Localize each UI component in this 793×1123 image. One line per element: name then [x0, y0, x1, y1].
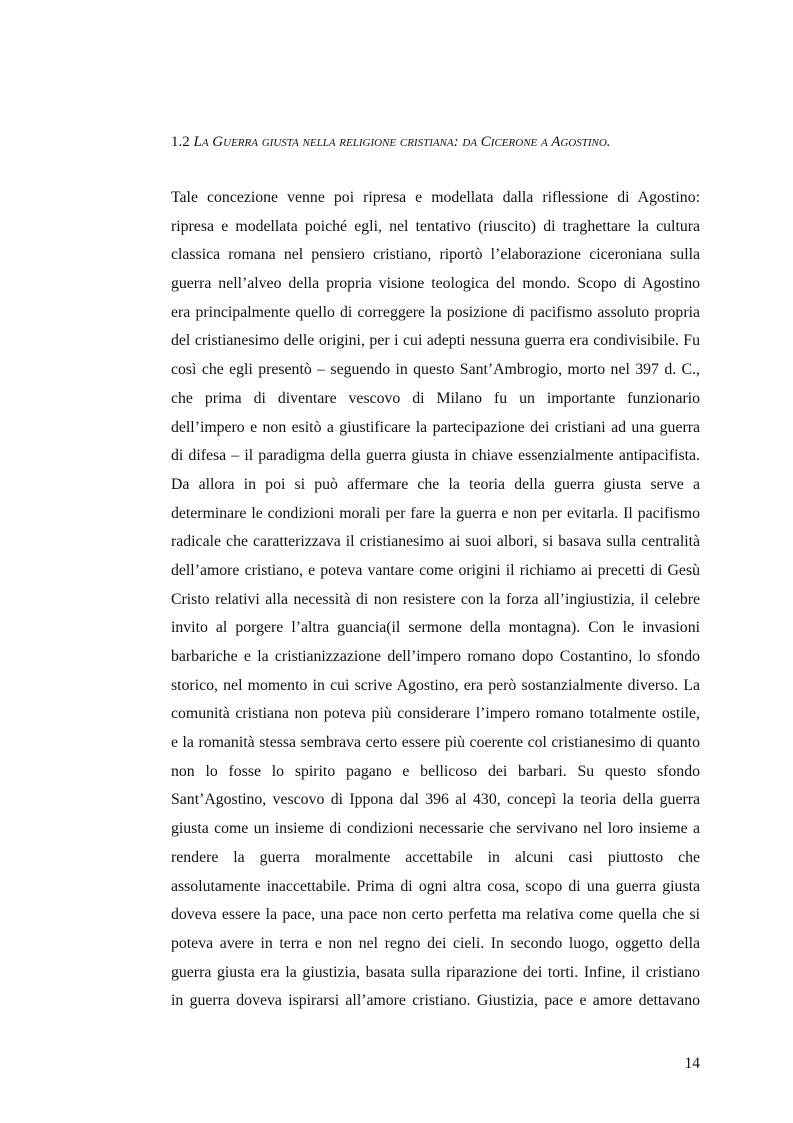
text-line: e la romanità stessa sembrava certo essere più coerente col cristianesimo di quanto: [171, 734, 700, 752]
text-line: determinare le condizioni morali per fare la guerra e non per evitarla. Il pacifismo: [171, 504, 700, 522]
text-line: guerra giusta era la giustizia, basata sulla riparazione dei torti. Infine, il cristiano: [171, 963, 700, 981]
text-line: dell’impero e non esitò a giustificare la partecipazione dei cristiani ad una guerra: [171, 418, 700, 436]
text-line: assolutamente inaccettabile. Prima di ogni altra cosa, scopo di una guerra giusta: [171, 877, 700, 895]
text-line: così che egli presentò – seguendo in questo Sant’Ambrogio, morto nel 397 d. C.,: [171, 361, 700, 379]
text-line: di difesa – il paradigma della guerra giusta in chiave essenzialmente antipacifista.: [171, 447, 700, 465]
text-line: dell’amore cristiano, e poteva vantare come origini il richiamo ai precetti di Gesù: [171, 561, 700, 579]
text-line: Sant’Agostino, vescovo di Ippona dal 396 al 430, concepì la teoria della guerra: [171, 791, 700, 809]
section-number: 1.2: [171, 134, 190, 150]
text-line: in guerra doveva ispirarsi all’amore cristiano. Giustizia, pace e amore dettavano: [171, 992, 700, 1010]
section-heading: [171, 132, 611, 152]
text-line: barbariche e la cristianizzazione dell’impero romano dopo Costantino, lo sfondo: [171, 648, 700, 665]
text-line: guerra nell’alveo della propria visione teologica del mondo. Scopo di Agostino: [171, 275, 700, 293]
text-line: giusta come un insieme di condizioni necessarie che servivano nel loro insieme a: [171, 820, 700, 838]
text-line: Cristo relativi alla necessità di non resistere con la forza all’ingiustizia, il celebre: [171, 590, 700, 608]
text-line: radicale che caratterizzava il cristianesimo ai suoi albori, si basava sulla centralità: [171, 533, 700, 551]
text-line: poteva avere in terra e non nel regno dei cieli. In secondo luogo, oggetto della: [171, 934, 700, 952]
text-line: Da allora in poi si può affermare che la teoria della guerra giusta serve a: [171, 475, 700, 493]
text-line: era principalmente quello di correggere la posizione di pacifismo assoluto propria: [171, 303, 700, 321]
text-line: classica romana nel pensiero cristiano, riportò l’elaborazione ciceroniana sulla: [171, 246, 700, 264]
text-line: comunità cristiana non poteva più considerare l’impero romano totalmente ostile,: [171, 705, 700, 723]
text-line: che prima di diventare vescovo di Milano fu un importante funzionario: [171, 389, 700, 407]
text-line: rendere la guerra moralmente accettabile in alcuni casi piuttosto che: [171, 848, 700, 866]
text-line: doveva essere la pace, una pace non certo perfetta ma relativa come quella che si: [171, 906, 700, 924]
text-line: non lo fosse lo spirito pagano e bellicoso dei barbari. Su questo sfondo: [171, 762, 700, 780]
page-number: 14: [684, 1055, 700, 1072]
text-line: ripresa e modellata poiché egli, nel tentativo (riuscito) di traghettare la cultura: [171, 217, 700, 235]
body-paragraph: [171, 184, 700, 1016]
text-line: invito al porgere l’altra guancia(il sermone della montagna). Con le invasioni: [171, 619, 700, 637]
text-line: storico, nel momento in cui scrive Agostino, era però sostanzialmente diverso. La: [171, 676, 700, 694]
text-line: del cristianesimo delle origini, per i cui adepti nessuna guerra era condivisibile. Fu: [171, 332, 700, 350]
text-line: Tale concezione venne poi ripresa e modellata dalla riflessione di Agostino:: [171, 189, 700, 206]
section-title: La Guerra giusta nella religione cristiana: da Cicerone a Agostino.: [193, 134, 611, 150]
